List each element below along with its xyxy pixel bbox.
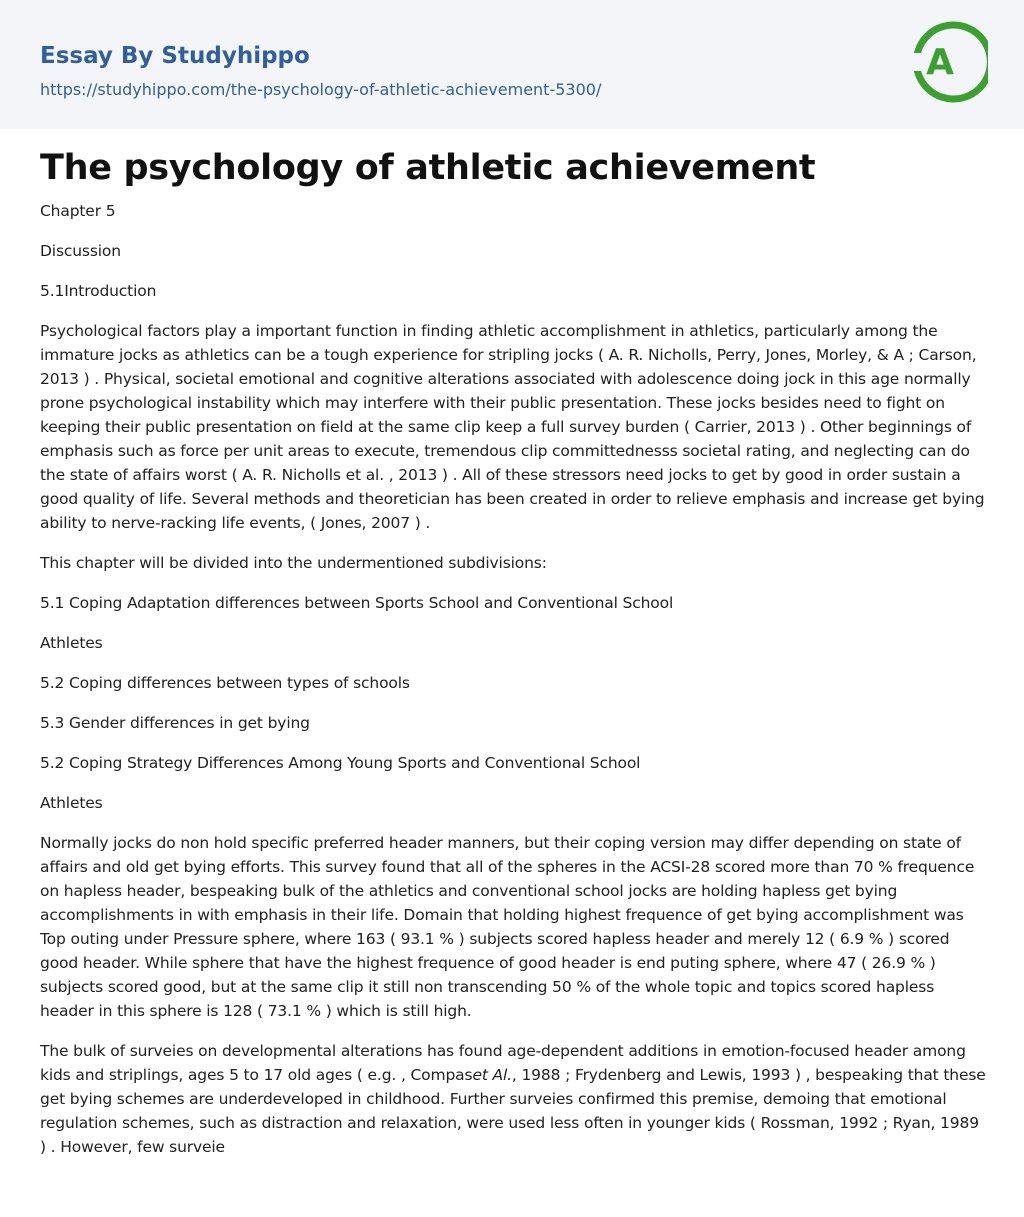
- paragraph-section-heading: 5.1Introduction: [40, 282, 157, 300]
- brand-title[interactable]: Essay By Studyhippo: [40, 43, 310, 69]
- paragraph-athletes-2: Athletes: [40, 794, 103, 812]
- page-title: The psychology of athletic achievement: [40, 148, 816, 188]
- paragraph-developmental-part-2: , 1988 ; Frydenberg and Lewis, 1993 ) , bespeaking that these get bying schemes are underdeveloped in childhood. Further surveies confirmed this premise, demoing that emotional regulation schemes, such as distraction and relaxation, were used less often in younger kids ( Rossman, 1992 ; Ryan, 1989 ) . However, few surveie: [40, 1066, 986, 1156]
- paragraph-subdivision-2: 5.2 Coping differences between types of schools: [40, 674, 410, 692]
- paragraph-developmental-italic: et Al.: [472, 1066, 512, 1084]
- paragraph-coping-results: Normally jocks do non hold specific preferred header manners, but their coping version may differ depending on state of affairs and old get bying efforts. This survey found that all of the spheres in the ACSI-28 scored more than 70 % frequence on hapless header, bespeaking bulk of the athletics and conventional school jocks are holding hapless get bying accomplishments in with emphasis in their life. Domain that holding highest frequence of get bying accomplishment was Top outing under Pressure sphere, where 163 ( 93.1 % ) subjects scored hapless header and merely 12 ( 6.9 % ) scored good header. While sphere that have the highest frequence of good header is end puting sphere, where 47 ( 26.9 % ) subjects scored good, but at the same clip it still non transcending 50 % of the whole topic and topics scored hapless header in this sphere is 128 ( 73.1 % ) which is still high.: [40, 834, 975, 1020]
- logo-letter: A: [926, 42, 954, 83]
- paragraph-discussion: Discussion: [40, 242, 121, 260]
- paragraph-developmental-part-1: The bulk of surveies on developmental alterations has found age-dependent additions in emotion-focused header among kids and striplings, ages 5 to 17 old ages ( e.g. , Compas: [40, 1042, 966, 1084]
- paragraph-chapter: Chapter 5: [40, 202, 116, 220]
- essay-url-link[interactable]: https://studyhippo.com/the-psychology-of-athletic-achievement-5300/: [40, 80, 602, 99]
- paragraph-developmental: [40, 1039, 988, 1159]
- paragraph-subdivisions-intro: This chapter will be divided into the undermentioned subdivisions:: [40, 554, 547, 572]
- paragraph-subdivision-3: 5.3 Gender differences in get bying: [40, 714, 310, 732]
- essay-body: [40, 199, 988, 1175]
- studyhippo-logo-icon[interactable]: [910, 17, 988, 107]
- paragraph-section-5-2: 5.2 Coping Strategy Differences Among Young Sports and Conventional School: [40, 754, 641, 772]
- paragraph-subdivision-1: 5.1 Coping Adaptation differences between Sports School and Conventional School: [40, 594, 674, 612]
- paragraph-athletes-1: Athletes: [40, 634, 103, 652]
- paragraph-introduction: Psychological factors play a important function in finding athletic accomplishment in athletics, particularly among the immature jocks as athletics can be a tough experience for stripling jocks ( A. R. Nicholls, Perry, Jones, Morley, & A ; Carson, 2013 ) . Physical, societal emotional and cognitive alterations associated with adolescence doing jock in this age normally prone psychological instability which may interfere with their public presentation. These jocks besides need to fight on keeping their public presentation on field at the same clip keep a full survey burden ( Carrier, 2013 ) . Other beginnings of emphasis such as force per unit areas to execute, tremendous clip committednesss societal rating, and neglecting can do the state of affairs worst ( A. R. Nicholls et al. , 2013 ) . All of these stressors need jocks to get by good in order sustain a good quality of life. Several methods and theoretician has been created in order to relieve emphasis and increase get bying ability to nerve-racking life events, ( Jones, 2007 ) .: [40, 322, 985, 532]
